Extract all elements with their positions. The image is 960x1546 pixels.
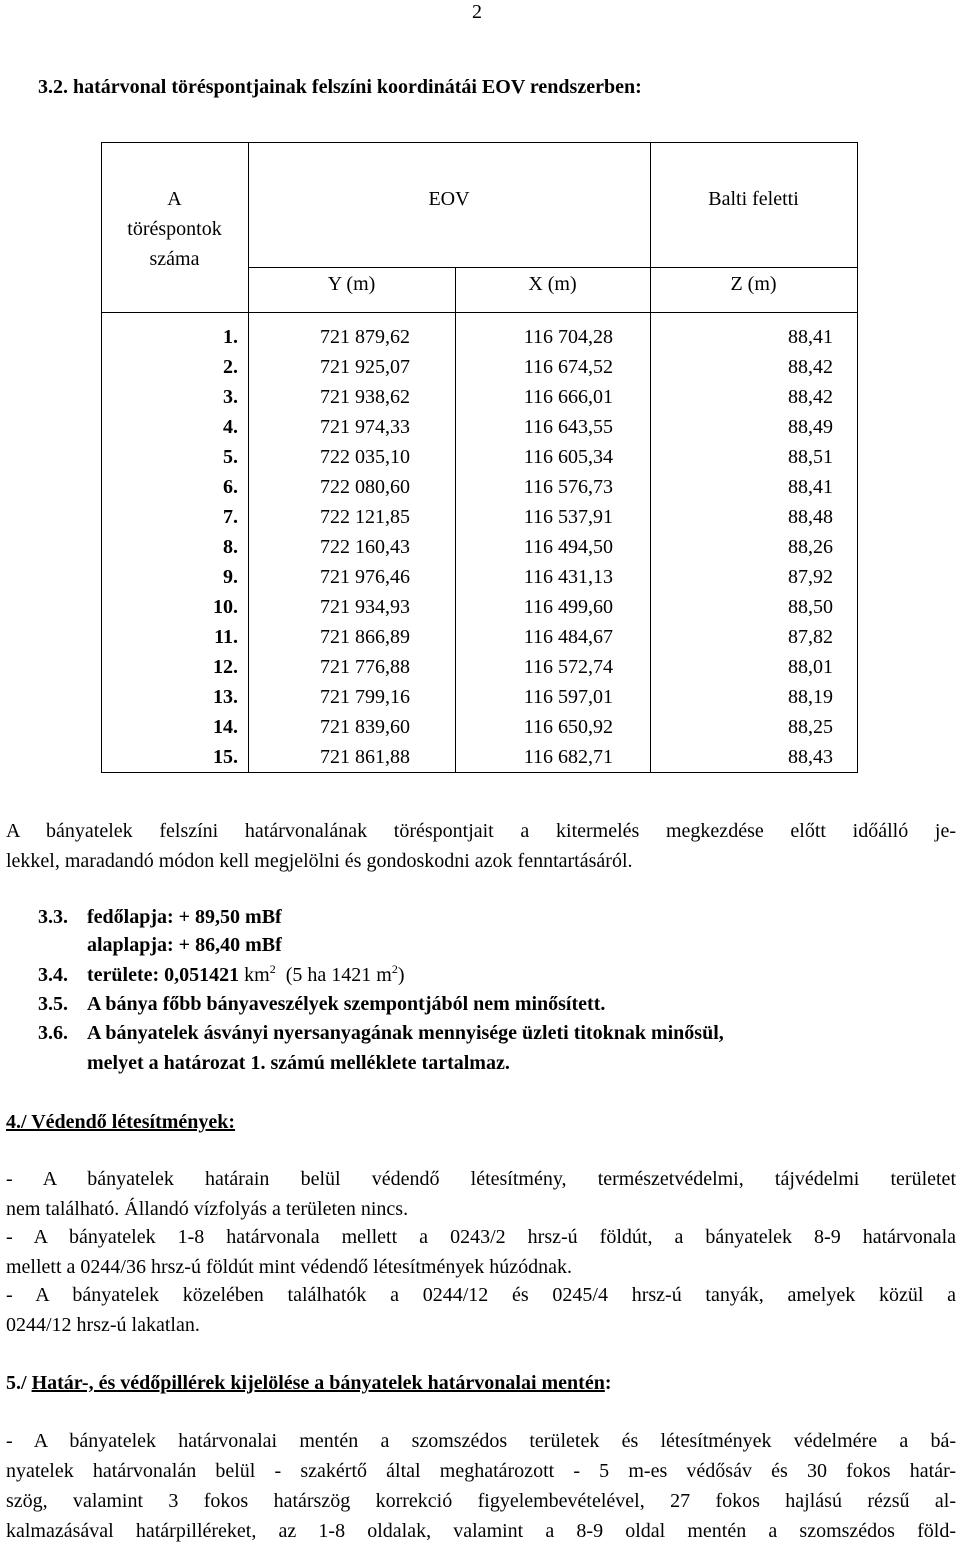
table-cell-n: 5. bbox=[223, 446, 238, 468]
page-number: 2 bbox=[472, 1, 482, 23]
table-cell-x: 116 704,28 bbox=[523, 326, 613, 348]
table-cell-n: 4. bbox=[223, 416, 238, 438]
table-cell-x: 116 682,71 bbox=[523, 746, 613, 768]
table-cell-x: 116 499,60 bbox=[523, 596, 613, 618]
table-cell-y: 722 035,10 bbox=[320, 446, 410, 468]
item-3-6-text2: melyet a határozat 1. számú melléklete tartalmaz. bbox=[87, 1052, 510, 1074]
table-cell-z: 87,82 bbox=[788, 626, 833, 648]
header-point-number: A töréspontok száma bbox=[127, 188, 222, 270]
table-cell-z: 88,48 bbox=[788, 506, 833, 528]
item-3-5-number: 3.5. bbox=[38, 993, 68, 1015]
table-cell-z: 88,01 bbox=[788, 656, 833, 678]
section-4-heading: 4./ Védendő létesítmények: bbox=[6, 1111, 236, 1133]
table-cell-y: 721 934,93 bbox=[320, 596, 410, 618]
table-cell-z: 88,41 bbox=[788, 326, 833, 348]
table-cell-x: 116 674,52 bbox=[523, 356, 613, 378]
table-cell-z: 88,26 bbox=[788, 536, 833, 558]
table-cell-x: 116 643,55 bbox=[523, 416, 613, 438]
item-3-3-text: fedőlapja: + 89,50 mBf bbox=[87, 906, 282, 928]
table-cell-n: 3. bbox=[223, 386, 238, 408]
paragraph-markers: A bányatelek felszíni határvonalának töréspontjait a kitermelés megkezdése előtt időálló je- lekkel, maradandó módon kell megjelölni és gondoskodni azok fenntartásáról. bbox=[6, 820, 956, 872]
table-cell-n: 1. bbox=[223, 326, 238, 348]
table-cell-y: 721 776,88 bbox=[320, 656, 410, 678]
table-cell-y: 721 974,33 bbox=[320, 416, 410, 438]
section-4-bullet-1: - A bányatelek határain belül védendő létesítmény, természetvédelmi, tájvédelmi területet nem található. Állandó vízfolyás a területen nincs. bbox=[6, 1168, 956, 1220]
table-cell-y: 721 938,62 bbox=[320, 386, 410, 408]
table-cell-x: 116 576,73 bbox=[523, 476, 613, 498]
table-cell-x: 116 431,13 bbox=[523, 566, 613, 588]
table-cell-n: 13. bbox=[213, 686, 238, 708]
section-5-heading: 5./ Határ-, és védőpillérek kijelölése a bányatelek határvonalai mentén: bbox=[6, 1372, 612, 1394]
table-cell-n: 11. bbox=[214, 626, 238, 648]
table-cell-n: 7. bbox=[223, 506, 238, 528]
item-3-6-text: A bányatelek ásványi nyersanyagának mennyisége üzleti titoknak minősül, bbox=[87, 1022, 724, 1044]
header-balti: Balti feletti bbox=[708, 188, 799, 210]
table-cell-n: 12. bbox=[213, 656, 238, 678]
table-cell-y: 721 866,89 bbox=[320, 626, 410, 648]
table-cell-y: 722 080,60 bbox=[320, 476, 410, 498]
table-cell-z: 88,42 bbox=[788, 356, 833, 378]
table-cell-z: 88,43 bbox=[788, 746, 833, 768]
table-cell-y: 721 839,60 bbox=[320, 716, 410, 738]
table-cell-x: 116 537,91 bbox=[523, 506, 613, 528]
table-cell-z: 88,51 bbox=[788, 446, 833, 468]
table-cell-y: 721 861,88 bbox=[320, 746, 410, 768]
table-cell-x: 116 650,92 bbox=[523, 716, 613, 738]
table-cell-n: 9. bbox=[223, 566, 238, 588]
table-cell-z: 88,19 bbox=[788, 686, 833, 708]
table-cell-x: 116 597,01 bbox=[523, 686, 613, 708]
table-cell-x: 116 494,50 bbox=[523, 536, 613, 558]
table-cell-y: 721 925,07 bbox=[320, 356, 410, 378]
section-4-bullet-3: - A bányatelek közelében találhatók a 0244/12 és 0245/4 hrsz-ú tanyák, amelyek közül a 0244/12 hrsz-ú lakatlan. bbox=[6, 1284, 956, 1336]
table-cell-n: 14. bbox=[213, 716, 238, 738]
section-title: 3.2. határvonal töréspontjainak felszíni koordinátái EOV rendszerben: bbox=[38, 76, 642, 98]
item-3-4-area: területe: 0,051421 $km^2$ (5 ha 1421 $m^2$) bbox=[87, 962, 405, 986]
table-cell-z: 88,50 bbox=[788, 596, 833, 618]
table-cell-x: 116 484,67 bbox=[523, 626, 613, 648]
table-cell-z: 88,42 bbox=[788, 386, 833, 408]
table-cell-n: 8. bbox=[223, 536, 238, 558]
table-cell-x: 116 605,34 bbox=[523, 446, 613, 468]
header-y: Y (m) bbox=[327, 273, 376, 295]
table-cell-z: 88,49 bbox=[788, 416, 833, 438]
coordinates-table bbox=[101, 142, 858, 773]
table-cell-z: 88,25 bbox=[788, 716, 833, 738]
table-cell-z: 88,41 bbox=[788, 476, 833, 498]
table-cell-n: 2. bbox=[223, 356, 238, 378]
item-3-5-text: A bánya főbb bányaveszélyek szempontjából nem minősített. bbox=[87, 993, 606, 1015]
table-cell-y: 722 160,43 bbox=[320, 536, 410, 558]
table-cell-z: 87,92 bbox=[788, 566, 833, 588]
section-4-bullet-2: - A bányatelek 1-8 határvonala mellett a 0243/2 hrsz-ú földút, a bányatelek 8-9 határvonala mellett a 0244/36 hrsz-ú földút mint védendő létesítmények húzódnak. bbox=[6, 1226, 956, 1278]
table-cell-n: 10. bbox=[213, 596, 238, 618]
table-cell-n: 15. bbox=[213, 746, 238, 768]
item-3-3-text2: alaplapja: + 86,40 mBf bbox=[87, 934, 282, 956]
table-cell-y: 721 976,46 bbox=[320, 566, 410, 588]
table-cell-n: 6. bbox=[223, 476, 238, 498]
header-eov: EOV bbox=[428, 188, 470, 210]
header-x: X (m) bbox=[528, 273, 577, 295]
item-3-3-number: 3.3. bbox=[38, 906, 68, 928]
item-3-6-number: 3.6. bbox=[38, 1022, 68, 1044]
table-cell-x: 116 572,74 bbox=[523, 656, 613, 678]
section-5-paragraph: - A bányatelek határvonalai mentén a szomszédos területek és létesítmények védelmére a bá- nyatelek határvonalán belül - szakértő által meghatározott - 5 m-es védősáv és 30 fokos határ- szög, valamint 3 fokos határszög korrekció figyelembevételével, 27 fokos hajlású rézsű al- kalmazásával határpilléreket, az 1-8 oldalak, valamint a 8-9 oldal mentén a szomszédos föld- bbox=[6, 1430, 956, 1542]
item-3-4-number: 3.4. bbox=[38, 964, 68, 986]
table-cell-y: 721 799,16 bbox=[320, 686, 410, 708]
table-cell-y: 722 121,85 bbox=[320, 506, 410, 528]
table-cell-y: 721 879,62 bbox=[320, 326, 410, 348]
header-z: Z (m) bbox=[730, 273, 777, 295]
table-cell-x: 116 666,01 bbox=[523, 386, 613, 408]
